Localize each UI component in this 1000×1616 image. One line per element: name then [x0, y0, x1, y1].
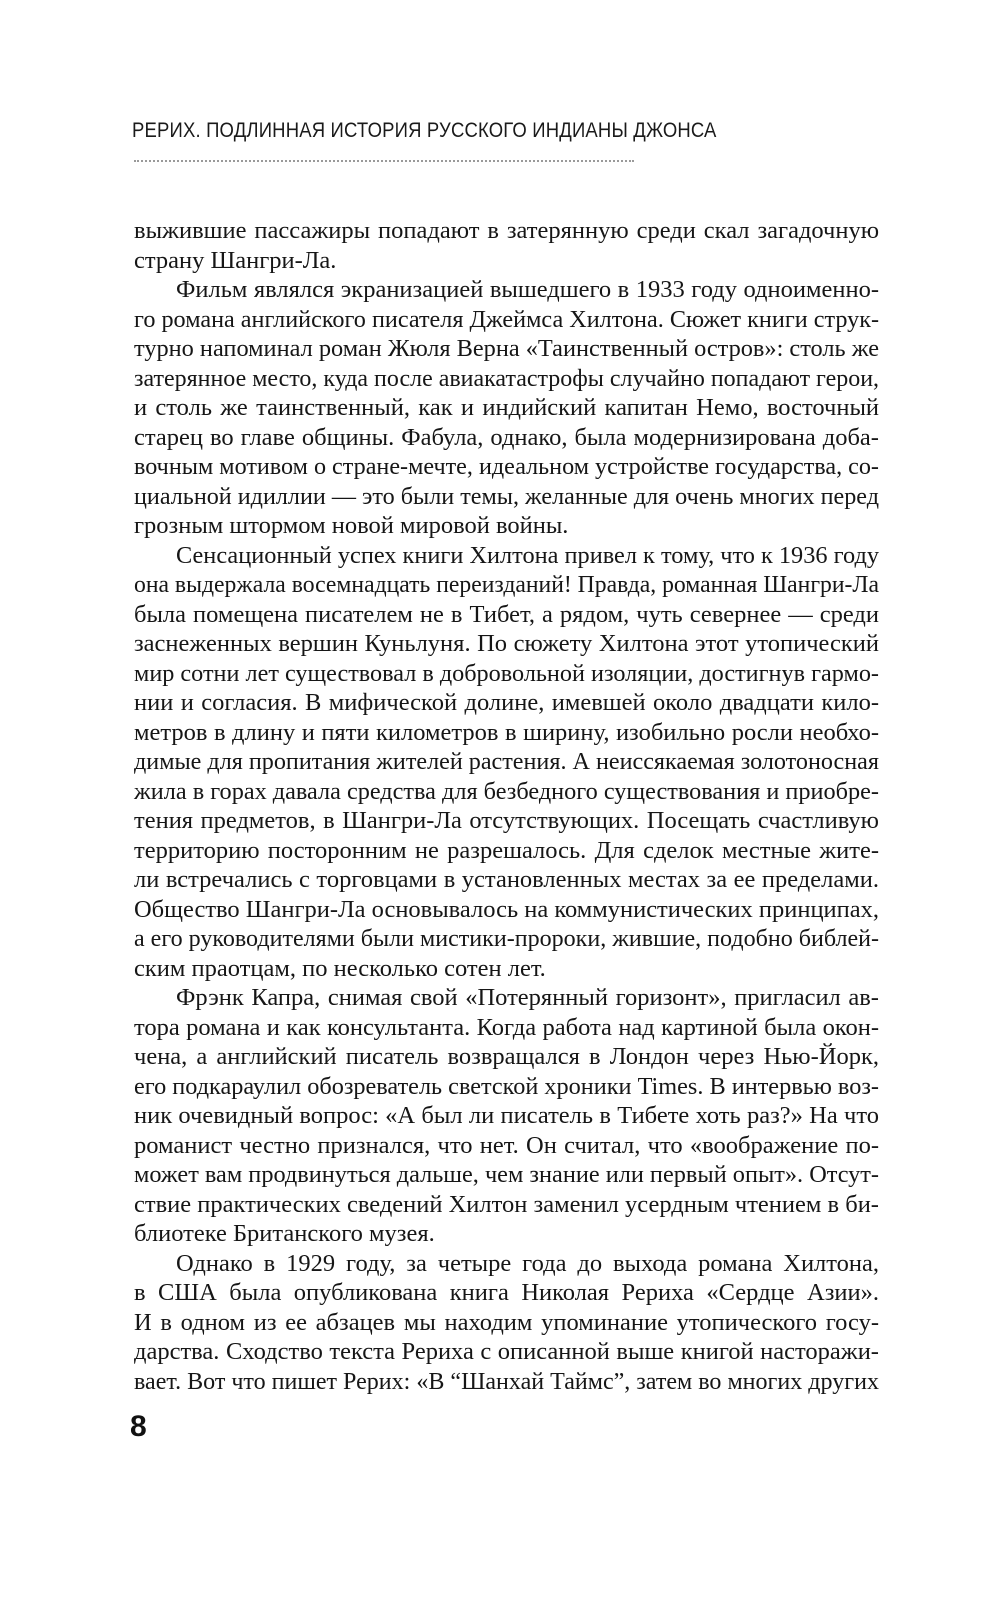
text-line-content: дарства. Сходство текста Рериха с описанной выше книгой насторажи-	[134, 1338, 879, 1365]
text-line	[134, 629, 879, 659]
text-line	[134, 452, 879, 482]
text-line	[134, 836, 879, 866]
text-line	[134, 718, 879, 748]
text-line	[134, 659, 879, 689]
text-line-content: чена, а английский писатель возвращался в Лондон через Нью-Йорк,	[134, 1043, 879, 1070]
text-line-content: вочным мотивом о стране-мечте, идеальном устройстве государства, со-	[134, 453, 879, 480]
text-line-content: ник очевидный вопрос: «А был ли писатель в Тибете хоть раз?» На что	[134, 1102, 879, 1129]
text-line-content: страну Шангри-Ла.	[134, 246, 337, 274]
text-line-content: тора романа и как консультанта. Когда работа над картиной была окон-	[134, 1013, 880, 1041]
text-line	[134, 688, 879, 718]
text-line-content: метров в длину и пяти километров в ширину, изобильно росли необхо-	[134, 718, 880, 746]
text-line-content: может вам продвинуться дальше, чем знание или первый опыт». Отсут-	[134, 1161, 880, 1188]
text-line-content: выжившие пассажиры попадают в затерянную среди скал загадочную	[134, 217, 880, 244]
text-line-content: Сенсационный успех книги Хилтона привел к тому, что к 1936 году	[176, 541, 879, 569]
text-line	[134, 275, 879, 305]
text-line-content: циальной идиллии — это были темы, желанные для очень многих перед	[134, 482, 879, 510]
text-line-content: Однако в 1929 году, за четыре года до выхода романа Хилтона,	[176, 1249, 880, 1277]
text-line	[134, 305, 879, 335]
text-line	[134, 924, 879, 954]
text-line-content: его подкараулил обозреватель светской хроники Times. В интервью воз-	[134, 1072, 879, 1100]
text-line-content: нии и согласия. В мифической долине, имевшей около двадцати кило-	[134, 689, 879, 716]
text-line-content: го романа английского писателя Джеймса Хилтона. Сюжет книги струк-	[134, 305, 880, 333]
text-line-content: вает. Вот что пишет Рерих: «В “Шанхай Таймс”, затем во многих других	[134, 1367, 879, 1395]
text-line	[134, 777, 879, 807]
text-line	[134, 865, 879, 895]
text-line	[134, 1308, 879, 1338]
text-line-content: И в одном из ее абзацев мы находим упоминание утопического госу-	[134, 1308, 879, 1336]
text-line	[134, 511, 879, 541]
text-line	[134, 423, 879, 453]
text-line-content: и столь же таинственный, как и индийский капитан Немо, восточный	[134, 394, 880, 421]
text-line-content: жила в горах давала средства для безбедного существования и приобре-	[134, 777, 879, 805]
text-line	[134, 806, 879, 836]
text-line	[134, 600, 879, 630]
text-line	[134, 216, 879, 246]
text-line-content: в США была опубликована книга Николая Рериха «Сердце Азии».	[134, 1279, 879, 1306]
text-line-content: турно напоминал роман Жюля Верна «Таинственный остров»: столь же	[134, 335, 880, 362]
text-line	[134, 1101, 879, 1131]
text-line-content: димые для пропитания жителей растения. А неиссякаемая золотоносная	[134, 748, 879, 775]
text-line-content: а его руководителями были мистики-пророки, жившие, подобно библей-	[134, 925, 880, 952]
text-line	[134, 1278, 879, 1308]
text-line	[134, 541, 879, 571]
text-line	[134, 983, 879, 1013]
text-line	[134, 1131, 879, 1161]
text-line	[134, 954, 879, 984]
text-line	[134, 1249, 879, 1279]
text-line	[134, 747, 879, 777]
running-head-rule	[134, 160, 634, 162]
text-line-content: Фрэнк Капра, снимая свой «Потерянный горизонт», пригласил ав-	[176, 984, 879, 1011]
text-line-content: территорию посторонним не разрешалось. Для сделок местные жите-	[134, 836, 880, 864]
text-line-content: старец во главе общины. Фабула, однако, была модернизирована доба-	[134, 423, 879, 451]
text-line-content: тения предметов, в Шангри-Ла отсутствующих. Посещать счастливую	[134, 807, 879, 834]
text-line-content: Общество Шангри-Ла основывалось на коммунистических принципах,	[134, 895, 879, 923]
text-line	[134, 1190, 879, 1220]
text-line-content: ли встречались с торговцами в установленных местах за ее пределами.	[134, 866, 879, 893]
text-line	[134, 482, 879, 512]
text-line-content: была помещена писателем не в Тибет, а рядом, чуть севернее — среди	[134, 600, 879, 628]
text-line	[134, 1042, 879, 1072]
text-line	[134, 1219, 879, 1249]
text-line	[134, 1337, 879, 1367]
text-line	[134, 334, 879, 364]
text-line-content: затерянное место, куда после авиакатастрофы случайно попадают герои,	[134, 364, 880, 392]
text-line	[134, 1367, 879, 1397]
text-line-content: мир сотни лет существовал в добровольной изоляции, достигнув гармо-	[134, 659, 879, 687]
text-line-content: ским праотцам, по несколько сотен лет.	[134, 954, 546, 982]
page-number: 8	[130, 1410, 147, 1443]
text-line	[134, 1160, 879, 1190]
text-line	[134, 393, 879, 423]
text-line-content: заснеженных вершин Куньлуня. По сюжету Хилтона этот утопический	[134, 630, 880, 657]
text-line-content: романист честно признался, что нет. Он считал, что «воображение по-	[134, 1131, 879, 1159]
body-text	[134, 216, 879, 1396]
text-line-content: Фильм являлся экранизацией вышедшего в 1933 году одноименно-	[176, 276, 879, 303]
running-head: РЕРИХ. ПОДЛИННАЯ ИСТОРИЯ РУССКОГО ИНДИАНЫ ДЖОНСА	[132, 118, 717, 142]
text-line-content: она выдержала восемнадцать переизданий! Правда, романная Шангри-Ла	[134, 571, 879, 598]
text-line	[134, 570, 879, 600]
text-line-content: ствие практических сведений Хилтон заменил усердным чтением в би-	[134, 1190, 879, 1218]
text-line-content: грозным штормом новой мировой войны.	[134, 512, 569, 539]
text-line	[134, 246, 879, 276]
text-line	[134, 1013, 879, 1043]
text-line-content: блиотеке Британского музея.	[134, 1220, 435, 1247]
text-line	[134, 1072, 879, 1102]
text-line	[134, 895, 879, 925]
text-line	[134, 364, 879, 394]
